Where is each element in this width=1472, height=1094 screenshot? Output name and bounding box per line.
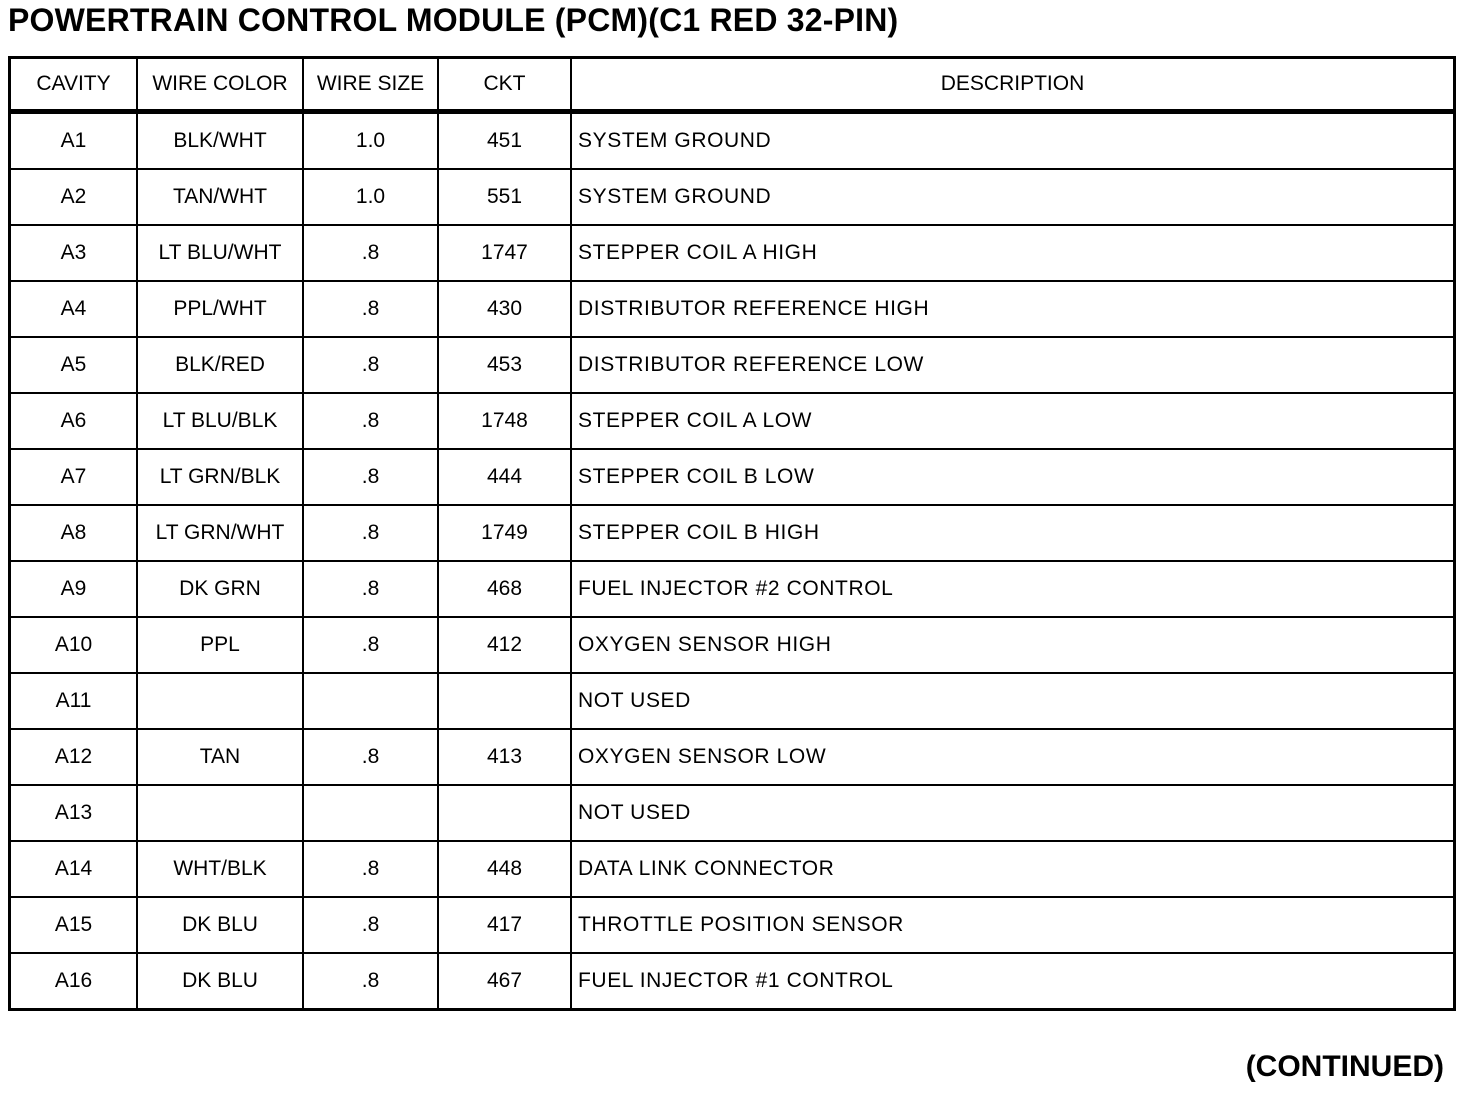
table-row — [11, 673, 1453, 729]
wire-color-cell: TAN/WHT — [137, 169, 303, 225]
description-cell: FUEL INJECTOR #2 CONTROL — [571, 561, 1453, 617]
ckt-cell: 444 — [438, 449, 571, 505]
description-cell: STEPPER COIL A HIGH — [571, 225, 1453, 281]
wire-size-cell: .8 — [303, 617, 438, 673]
ckt-cell: 413 — [438, 729, 571, 785]
wire-color-cell: WHT/BLK — [137, 841, 303, 897]
page-title: POWERTRAIN CONTROL MODULE (PCM)(C1 RED 32-PIN) — [8, 2, 899, 38]
wire-color-cell: BLK/WHT — [137, 112, 303, 170]
wire-size-cell — [303, 673, 438, 729]
table-row — [11, 561, 1453, 617]
ckt-cell: 451 — [438, 112, 571, 170]
wire-size-cell: 1.0 — [303, 169, 438, 225]
cavity-cell: A3 — [11, 225, 137, 281]
description-cell: NOT USED — [571, 785, 1453, 841]
description-cell: SYSTEM GROUND — [571, 112, 1453, 170]
wire-color-cell: PPL — [137, 617, 303, 673]
wire-color-cell: PPL/WHT — [137, 281, 303, 337]
table-row — [11, 729, 1453, 785]
description-cell: DISTRIBUTOR REFERENCE HIGH — [571, 281, 1453, 337]
wire-color-cell: LT BLU/BLK — [137, 393, 303, 449]
wire-size-cell — [303, 785, 438, 841]
table-row — [11, 337, 1453, 393]
table-row — [11, 505, 1453, 561]
header-row — [11, 59, 1453, 112]
table-row — [11, 953, 1453, 1008]
table-body — [11, 112, 1453, 1009]
ckt-cell: 467 — [438, 953, 571, 1008]
ckt-cell: 412 — [438, 617, 571, 673]
cavity-cell: A10 — [11, 617, 137, 673]
description-cell: OXYGEN SENSOR LOW — [571, 729, 1453, 785]
wire-size-cell: .8 — [303, 561, 438, 617]
wire-size-cell: 1.0 — [303, 112, 438, 170]
cavity-cell: A4 — [11, 281, 137, 337]
ckt-cell: 453 — [438, 337, 571, 393]
wire-color-cell: LT GRN/WHT — [137, 505, 303, 561]
wire-color-cell: DK GRN — [137, 561, 303, 617]
ckt-cell: 1749 — [438, 505, 571, 561]
wire-color-cell: LT BLU/WHT — [137, 225, 303, 281]
table-row — [11, 785, 1453, 841]
cavity-cell: A9 — [11, 561, 137, 617]
connector-table-frame — [8, 56, 1456, 1011]
ckt-cell — [438, 785, 571, 841]
connector-pinout-table — [11, 59, 1453, 1008]
wire-size-cell: .8 — [303, 225, 438, 281]
cavity-cell: A2 — [11, 169, 137, 225]
description-cell: NOT USED — [571, 673, 1453, 729]
column-header-cavity: CAVITY — [11, 59, 137, 112]
cavity-cell: A5 — [11, 337, 137, 393]
wire-size-cell: .8 — [303, 953, 438, 1008]
cavity-cell: A1 — [11, 112, 137, 170]
description-cell: STEPPER COIL B LOW — [571, 449, 1453, 505]
wire-size-cell: .8 — [303, 337, 438, 393]
description-cell: FUEL INJECTOR #1 CONTROL — [571, 953, 1453, 1008]
column-header-description: DESCRIPTION — [571, 59, 1453, 112]
description-cell: DISTRIBUTOR REFERENCE LOW — [571, 337, 1453, 393]
table-row — [11, 112, 1453, 170]
table-row — [11, 169, 1453, 225]
column-header-ckt: CKT — [438, 59, 571, 112]
wire-size-cell: .8 — [303, 505, 438, 561]
cavity-cell: A6 — [11, 393, 137, 449]
wire-color-cell: LT GRN/BLK — [137, 449, 303, 505]
ckt-cell — [438, 673, 571, 729]
wire-color-cell — [137, 785, 303, 841]
cavity-cell: A7 — [11, 449, 137, 505]
cavity-cell: A11 — [11, 673, 137, 729]
cavity-cell: A12 — [11, 729, 137, 785]
ckt-cell: 417 — [438, 897, 571, 953]
description-cell: STEPPER COIL B HIGH — [571, 505, 1453, 561]
table-row — [11, 393, 1453, 449]
table-row — [11, 897, 1453, 953]
column-header-wire-size: WIRE SIZE — [303, 59, 438, 112]
wire-color-cell: DK BLU — [137, 897, 303, 953]
description-cell: DATA LINK CONNECTOR — [571, 841, 1453, 897]
wire-size-cell: .8 — [303, 841, 438, 897]
description-cell: SYSTEM GROUND — [571, 169, 1453, 225]
wire-size-cell: .8 — [303, 393, 438, 449]
description-cell: OXYGEN SENSOR HIGH — [571, 617, 1453, 673]
wire-color-cell — [137, 673, 303, 729]
wire-size-cell: .8 — [303, 729, 438, 785]
cavity-cell: A13 — [11, 785, 137, 841]
continued-label: (CONTINUED) — [1245, 1050, 1444, 1083]
wire-color-cell: DK BLU — [137, 953, 303, 1008]
ckt-cell: 551 — [438, 169, 571, 225]
ckt-cell: 1747 — [438, 225, 571, 281]
table-row — [11, 841, 1453, 897]
wire-size-cell: .8 — [303, 897, 438, 953]
ckt-cell: 1748 — [438, 393, 571, 449]
cavity-cell: A14 — [11, 841, 137, 897]
table-row — [11, 449, 1453, 505]
ckt-cell: 448 — [438, 841, 571, 897]
cavity-cell: A8 — [11, 505, 137, 561]
wire-size-cell: .8 — [303, 281, 438, 337]
column-header-wire-color: WIRE COLOR — [137, 59, 303, 112]
ckt-cell: 468 — [438, 561, 571, 617]
description-cell: THROTTLE POSITION SENSOR — [571, 897, 1453, 953]
table-row — [11, 281, 1453, 337]
wire-size-cell: .8 — [303, 449, 438, 505]
wire-color-cell: BLK/RED — [137, 337, 303, 393]
cavity-cell: A16 — [11, 953, 137, 1008]
cavity-cell: A15 — [11, 897, 137, 953]
wire-color-cell: TAN — [137, 729, 303, 785]
ckt-cell: 430 — [438, 281, 571, 337]
description-cell: STEPPER COIL A LOW — [571, 393, 1453, 449]
table-row — [11, 617, 1453, 673]
table-row — [11, 225, 1453, 281]
table-header — [11, 59, 1453, 112]
